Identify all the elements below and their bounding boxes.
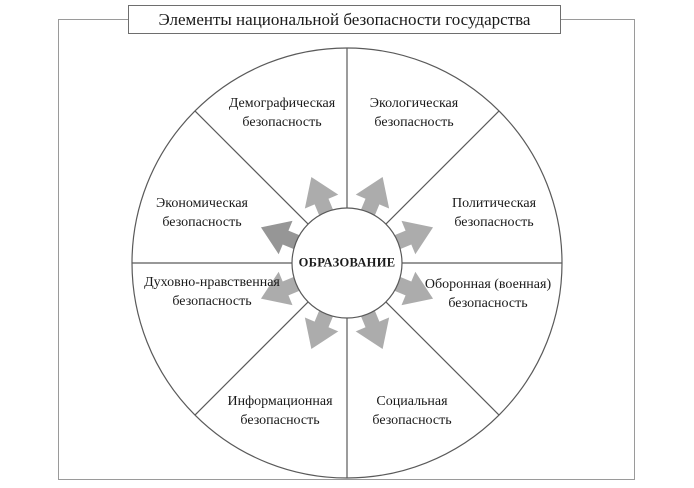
- segment-ecological: [370, 94, 458, 132]
- segment-subtitle: безопасность: [454, 215, 534, 230]
- segment-defense: [425, 275, 551, 313]
- center-label: ОБРАЗОВАНИЕ: [298, 255, 396, 270]
- segment-subtitle: безопасность: [372, 413, 452, 428]
- segment-title: Информационная: [227, 394, 333, 409]
- segment-social: [372, 392, 451, 430]
- segment-title: Социальная: [376, 394, 448, 409]
- segment-title: Экономическая: [156, 196, 248, 211]
- segment-title: Экологическая: [369, 96, 459, 111]
- diagram-title: [128, 5, 561, 34]
- segment-subtitle: безопасность: [242, 115, 322, 130]
- segment-demographic: [229, 94, 335, 132]
- segment-information: [227, 392, 332, 430]
- segment-title: Духовно-нравственная: [144, 275, 280, 290]
- segment-subtitle: безопасность: [448, 296, 528, 311]
- segment-title: Политическая: [451, 196, 537, 211]
- segment-subtitle: безопасность: [240, 413, 320, 428]
- segment-subtitle: безопасность: [172, 294, 252, 309]
- segment-economic: [156, 194, 248, 232]
- segment-title: Демографическая: [228, 96, 336, 111]
- segment-subtitle: безопасность: [374, 115, 454, 130]
- diagram-title-text: Элементы национальной безопасности государства: [158, 9, 531, 29]
- segment-title: Оборонная (военная): [424, 277, 552, 292]
- segment-spiritual-moral: [144, 273, 280, 311]
- segment-subtitle: безопасность: [162, 215, 242, 230]
- segment-political: [452, 194, 536, 232]
